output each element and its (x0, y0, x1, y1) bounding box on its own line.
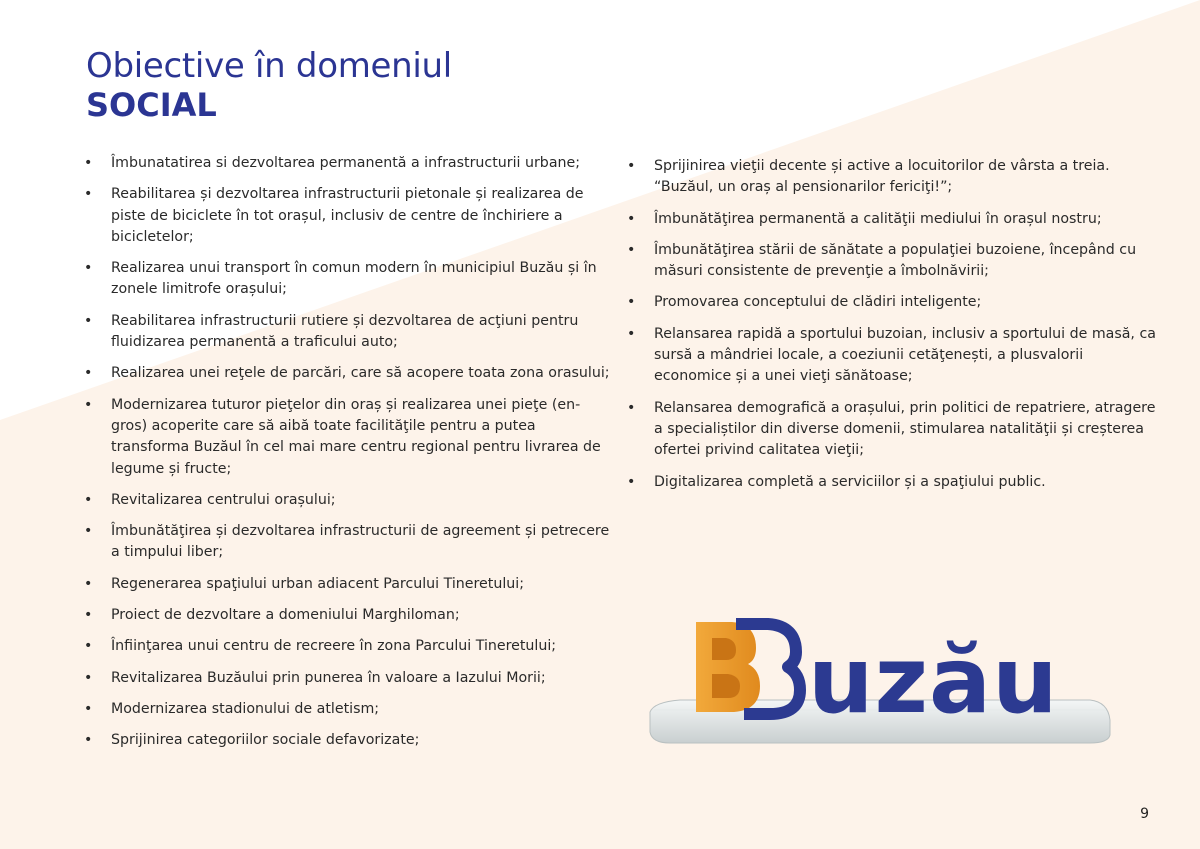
bullet-marker: • (84, 396, 93, 413)
objective-text: Îmbunatatirea si dezvoltarea permanentă a infrastructurii urbane; (111, 155, 581, 171)
objective-text: Revitalizarea Buzăului prin punerea în valoare a Iazului Morii; (111, 669, 546, 686)
objective-item (84, 605, 616, 626)
objective-text: Revitalizarea centrului orașului; (111, 491, 336, 508)
objective-text: Reabilitarea și dezvoltarea infrastructurii pietonale și realizarea de piste de biciclete în tot orașul, inclusiv de centre de închiriere a bicicletelor; (111, 186, 584, 245)
objective-text: Îmbunătăţirea și dezvoltarea infrastructurii de agreement și petrecere a timpului liber; (111, 523, 610, 561)
bullet-marker: • (84, 365, 93, 382)
bullet-marker: • (627, 294, 636, 311)
objective-item (84, 699, 616, 720)
objective-text: Regenerarea spaţiului urban adiacent Parcului Tineretului; (111, 575, 524, 592)
objective-item (627, 324, 1162, 388)
objective-text: Realizarea unei reţele de parcări, care să acopere toata zona orasului; (111, 365, 610, 382)
objective-text: Modernizarea stadionului de atletism; (111, 700, 380, 717)
heading-line-1: Obiective în domeniul (86, 46, 452, 86)
bullet-marker: • (84, 575, 93, 592)
objective-item (84, 363, 616, 384)
bullet-marker: • (84, 260, 93, 277)
page-heading (86, 46, 452, 124)
objectives-list-right (627, 156, 1162, 503)
objective-item (84, 636, 616, 657)
bullet-marker: • (84, 669, 93, 686)
objective-text: Relansarea rapidă a sportului buzoian, inclusiv a sportului de masă, ca sursă a mândriei locale, a coeziunii cetăţenești, a plusvalorii economice și a unei vieţi sănătoase; (654, 325, 1156, 385)
objective-item (84, 668, 616, 689)
heading-line-2: SOCIAL (86, 86, 217, 124)
page-number: 9 (1140, 806, 1149, 822)
objective-item (84, 258, 616, 301)
objective-item (627, 292, 1162, 313)
objective-item (627, 209, 1162, 230)
objective-item (84, 395, 616, 480)
bullet-marker: • (84, 700, 93, 717)
objectives-list-left (84, 153, 616, 762)
objective-item (84, 311, 616, 354)
objective-item (84, 153, 616, 174)
objective-text: Sprijinirea categoriilor sociale defavorizate; (111, 732, 420, 749)
objective-text: Înfiinţarea unui centru de recreere în zona Parcului Tineretului; (111, 638, 557, 655)
objective-item (627, 240, 1162, 283)
objective-item (627, 472, 1162, 493)
objective-item (627, 156, 1162, 199)
bullet-marker: • (627, 241, 636, 258)
bullet-marker: • (84, 607, 93, 624)
bullet-marker: • (84, 491, 93, 508)
bullet-marker: • (84, 312, 93, 329)
bullet-marker: • (627, 210, 636, 227)
objective-item (627, 398, 1162, 462)
objective-item (84, 730, 616, 751)
objective-item (84, 184, 616, 248)
bullet-marker: • (84, 523, 93, 540)
bullet-marker: • (627, 158, 636, 174)
objective-text: Relansarea demografică a orașului, prin politici de repatriere, atragere a specialiștilor din diverse domenii, stimularea natalităţii și creșterea ofertei privind calitatea vieţii; (654, 399, 1156, 459)
bullet-marker: • (84, 155, 93, 171)
objective-text: Modernizarea tuturor pieţelor din oraș și realizarea unei pieţe (en-gros) acoperite care să aibă toate facilităţile pentru a putea transforma Buzăul în cel mai mare centru regional pentru livrarea de legume și fructe; (111, 396, 601, 477)
objective-text: Promovarea conceptului de clădiri inteligente; (654, 294, 982, 311)
objective-text: Reabilitarea infrastructurii rutiere și dezvoltarea de acţiuni pentru fluidizarea permanentă a traficului auto; (111, 312, 579, 351)
objective-text: Realizarea unui transport în comun modern în municipiul Buzău și în zonele limitrofe orașului; (111, 260, 597, 298)
objective-text: Îmbunătăţirea stării de sănătate a populaţiei buzoiene, începând cu măsuri consistente de prevenţie a îmbolnăvirii; (654, 241, 1137, 280)
objective-item (84, 574, 616, 595)
bullet-marker: • (627, 325, 636, 342)
bullet-marker: • (84, 186, 93, 203)
bullet-marker: • (627, 399, 636, 416)
objective-text: Îmbunătăţirea permanentă a calităţii mediului în orașul nostru; (654, 210, 1102, 227)
buzau-logo (640, 610, 1120, 750)
objective-item (84, 521, 616, 564)
objective-text: Digitalizarea completă a serviciilor și a spaţiului public. (654, 473, 1046, 490)
bullet-marker: • (84, 732, 93, 749)
bullet-marker: • (627, 473, 636, 490)
logo-text: uzău (808, 627, 1059, 734)
objective-text: Proiect de dezvoltare a domeniului Marghiloman; (111, 607, 460, 624)
objective-text: Sprijinirea vieţii decente și active a locuitorilor de vârsta a treia. “Buzăul, un oraș al pensionarilor fericiţi!”; (654, 158, 1110, 196)
objective-item (84, 490, 616, 511)
bullet-marker: • (84, 638, 93, 655)
